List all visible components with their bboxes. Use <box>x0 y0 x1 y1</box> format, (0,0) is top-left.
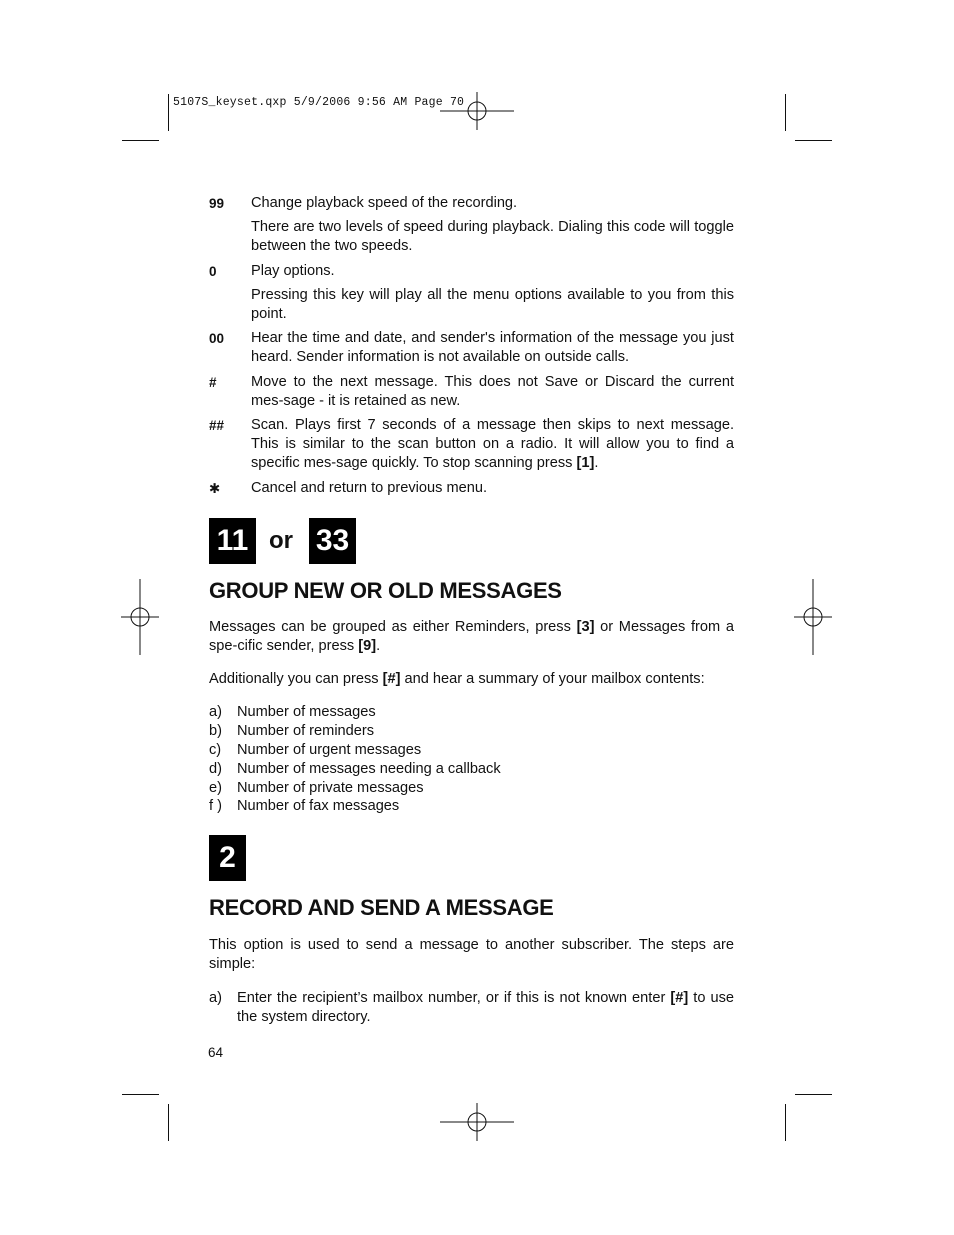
code-key: 00 <box>209 331 225 347</box>
code-key: # <box>209 374 217 390</box>
paragraph-text: or Messages from a spe-cific sender, press <box>209 618 734 655</box>
crop-mark-bottom-right-vertical <box>785 1104 786 1141</box>
registration-mark-left-icon <box>121 579 161 655</box>
list-item <box>209 779 734 798</box>
code-key: ## <box>209 418 225 434</box>
code-item-99 <box>209 194 734 257</box>
page-number: 64 <box>208 1045 224 1060</box>
code-title: Play options. <box>251 262 335 279</box>
code-item-0 <box>209 262 734 325</box>
list-item <box>209 741 734 760</box>
code-item-hash <box>209 373 734 411</box>
section2-key-badges <box>209 835 734 881</box>
paragraph-text: . <box>376 638 381 655</box>
code-title <box>251 416 734 474</box>
mailbox-summary-list <box>209 703 734 816</box>
list-item-text: Number of urgent messages <box>237 742 422 759</box>
key-reference: [1] <box>576 455 595 472</box>
paragraph-text: and hear a summary of your mailbox contents: <box>400 671 705 688</box>
section2-heading: RECORD AND SEND A MESSAGE <box>209 895 554 921</box>
code-key: 0 <box>209 263 217 279</box>
key-reference: [3] <box>576 618 595 635</box>
list-item-label: a) <box>209 704 222 721</box>
key-badge-11: 11 <box>209 518 256 564</box>
list-item <box>209 703 734 722</box>
section1-key-badges <box>209 518 734 564</box>
code-title: Cancel and return to previous menu. <box>251 479 488 496</box>
list-item-label: a) <box>209 989 222 1006</box>
list-item <box>209 797 734 816</box>
crop-mark-bottom-left-horizontal <box>122 1094 159 1095</box>
printer-slug: 5107S_keyset.qxp 5/9/2006 9:56 AM Page 70 <box>173 96 465 109</box>
code-description: Pressing this key will play all the menu options available to you from this point. <box>251 286 734 323</box>
list-item <box>209 989 734 1027</box>
code-key: 99 <box>209 196 225 211</box>
list-item-text: to use the system directory. <box>237 989 734 1025</box>
key-reference: [#] <box>670 989 689 1006</box>
code-title-text: . <box>594 455 599 472</box>
list-item-text: Number of fax messages <box>237 798 400 815</box>
paragraph-text: Additionally you can press <box>209 671 383 688</box>
code-title-text: Scan. Plays first 7 seconds of a message then skips to next message. This is similar to the scan button on a radio. It will allow you to find a specific mes-sage quickly. To stop scanning press <box>251 417 734 472</box>
list-item-text: Number of messages <box>237 704 376 721</box>
crop-mark-bottom-left-vertical <box>168 1104 169 1141</box>
asterisk-icon: ✱ <box>209 480 221 496</box>
list-item-text: Number of reminders <box>237 723 375 740</box>
key-reference: [9] <box>358 638 377 655</box>
section1-paragraph-2 <box>209 670 734 689</box>
list-item <box>209 722 734 741</box>
list-item-text: Number of messages needing a callback <box>237 760 501 777</box>
code-description: There are two levels of speed during playback. Dialing this code will toggle between the two speeds. <box>251 219 734 255</box>
page-content <box>209 194 734 1027</box>
crop-mark-bottom-right-horizontal <box>795 1094 832 1095</box>
list-item-label: b) <box>209 723 222 740</box>
list-item-label: f ) <box>209 798 222 815</box>
code-title: Hear the time and date, and sender's information of the message you just heard. Sender information is not available on outside calls. <box>251 330 734 366</box>
code-item-double-hash <box>209 416 734 474</box>
section1-paragraph-1 <box>209 618 734 656</box>
crop-mark-top-right-horizontal <box>795 140 832 141</box>
list-item-label: c) <box>209 742 222 759</box>
paragraph-text: Messages can be grouped as either Reminders, press <box>209 618 577 635</box>
send-steps-list <box>209 989 734 1027</box>
crop-mark-top-left-horizontal <box>122 140 159 141</box>
code-item-00 <box>209 329 734 367</box>
section2-intro: This option is used to send a message to another subscriber. The steps are simple: <box>209 937 734 973</box>
crop-mark-top-left-vertical <box>168 94 169 131</box>
code-title: Move to the next message. This does not Save or Discard the current mes-sage - it is retained as new. <box>251 373 734 409</box>
registration-mark-bottom-icon <box>437 1103 517 1143</box>
key-reference: [#] <box>382 671 401 688</box>
code-item-star <box>209 479 734 498</box>
code-title: Change playback speed of the recording. <box>251 195 518 211</box>
list-item-label: d) <box>209 760 222 777</box>
key-badge-2: 2 <box>209 835 246 881</box>
registration-mark-right-icon <box>794 579 834 655</box>
key-badge-33: 33 <box>309 518 356 564</box>
list-item-text: Number of private messages <box>237 779 424 796</box>
registration-mark-top-icon <box>437 92 517 132</box>
section1-heading: GROUP NEW OR OLD MESSAGES <box>209 577 562 603</box>
list-item-label: e) <box>209 779 222 796</box>
list-item-text: Enter the recipient’s mailbox number, or if this is not known enter <box>237 989 671 1006</box>
crop-mark-top-right-vertical <box>785 94 786 131</box>
or-label: or <box>269 526 293 554</box>
list-item <box>209 760 734 779</box>
